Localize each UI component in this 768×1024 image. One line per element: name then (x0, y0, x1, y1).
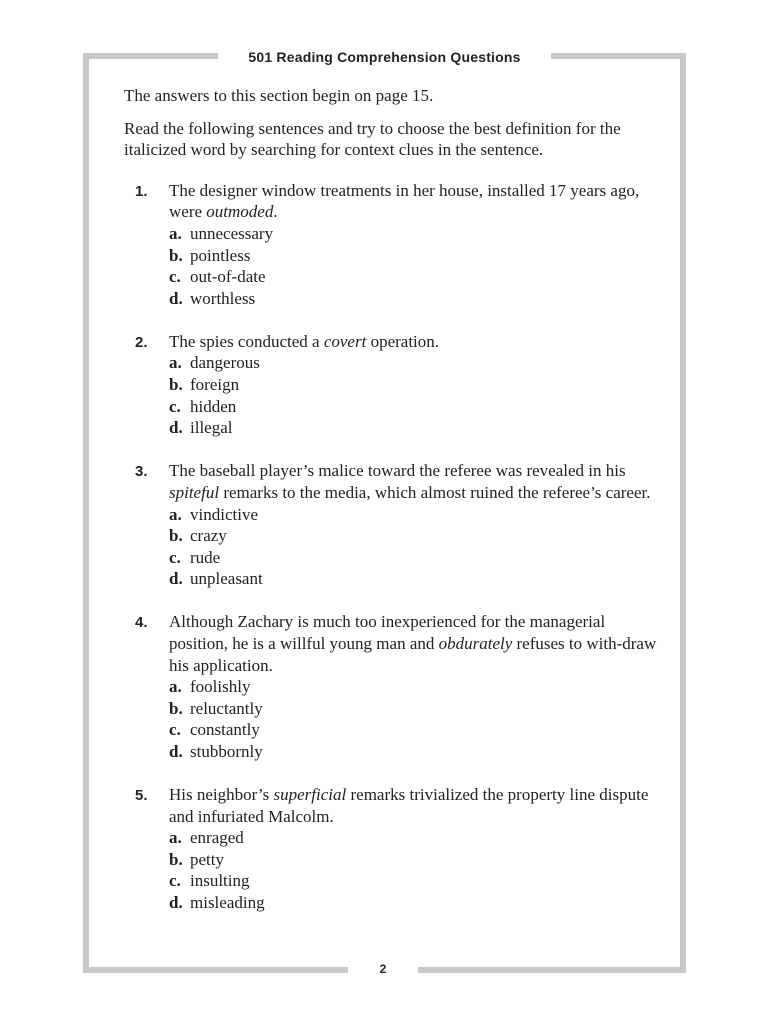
option-text: constantly (190, 720, 260, 740)
option-b[interactable] (169, 245, 664, 267)
option-text: unnecessary (190, 223, 274, 243)
question-number: 2. (135, 333, 148, 351)
option-c[interactable] (169, 547, 664, 569)
question-4 (124, 611, 664, 762)
question-5 (124, 784, 664, 914)
page-header-title: 501 Reading Comprehension Questions (248, 49, 521, 65)
target-word: superficial (273, 785, 347, 805)
option-letter: c. (169, 720, 181, 740)
option-c[interactable] (169, 396, 664, 418)
stem-text: refuses to with-draw his application. (169, 633, 657, 675)
option-letter: a. (169, 223, 182, 243)
option-letter: a. (169, 504, 182, 524)
option-letter: a. (169, 677, 182, 697)
option-letter: a. (169, 353, 182, 373)
answer-options (169, 504, 664, 590)
frame-right (680, 53, 686, 973)
option-text: worthless (190, 288, 256, 308)
target-word: outmoded (206, 202, 274, 222)
answer-options (169, 827, 664, 913)
stem-text: The designer window treatments in her house, installed 17 years ago, were (169, 180, 640, 222)
option-text: reluctantly (190, 698, 263, 718)
option-letter: d. (169, 569, 183, 589)
option-d[interactable] (169, 892, 664, 914)
stem-text: operation. (366, 331, 440, 351)
option-letter: c. (169, 871, 181, 891)
answer-options (169, 676, 664, 762)
option-letter: c. (169, 547, 181, 567)
question-stem (169, 460, 664, 503)
option-letter: d. (169, 893, 183, 912)
option-letter: c. (169, 267, 181, 287)
option-letter: b. (169, 526, 183, 546)
option-b[interactable] (169, 849, 664, 871)
frame-top-left (83, 53, 218, 59)
page-content (124, 85, 664, 935)
option-text: stubbornly (190, 741, 263, 761)
target-word: spiteful (169, 482, 220, 502)
option-text: crazy (190, 526, 227, 546)
option-text: foolishly (190, 677, 251, 697)
option-letter: d. (169, 741, 183, 761)
stem-text: The baseball player’s malice toward the referee was revealed in his (169, 461, 626, 481)
question-1 (124, 180, 664, 310)
question-3 (124, 460, 664, 590)
page-number: 2 (379, 962, 387, 976)
question-2 (124, 331, 664, 439)
question-number: 5. (135, 787, 148, 805)
option-text: enraged (190, 828, 244, 848)
target-word: covert (323, 331, 367, 351)
option-a[interactable] (169, 352, 664, 374)
option-text: rude (190, 547, 221, 567)
option-text: petty (190, 849, 224, 869)
question-number: 4. (135, 614, 148, 632)
option-c[interactable] (169, 719, 664, 741)
question-stem (169, 611, 664, 676)
stem-text: Although Zachary is much too inexperienced for the managerial position, he is a willful young man and (169, 612, 606, 653)
option-letter: d. (169, 288, 183, 308)
option-text: illegal (190, 418, 233, 438)
option-b[interactable] (169, 374, 664, 396)
option-letter: b. (169, 698, 183, 718)
option-text: hidden (190, 396, 237, 416)
question-stem (169, 784, 664, 827)
option-text: foreign (190, 375, 240, 395)
option-d[interactable] (169, 568, 664, 590)
stem-text: . (273, 202, 278, 222)
stem-text: remarks to the media, which almost ruined the referee’s career. (219, 482, 651, 502)
answer-options (169, 352, 664, 438)
option-text: pointless (190, 245, 251, 265)
option-letter: d. (169, 418, 183, 438)
answer-options (169, 223, 664, 309)
option-a[interactable] (169, 504, 664, 526)
option-c[interactable] (169, 266, 664, 288)
stem-text: His neighbor’s (169, 785, 274, 805)
option-text: vindictive (190, 504, 258, 524)
answers-note: The answers to this section begin on page 15. (124, 86, 434, 105)
option-text: out-of-date (190, 267, 266, 287)
frame-bottom-left (83, 967, 348, 973)
option-letter: b. (169, 245, 183, 265)
option-letter: c. (169, 396, 181, 416)
option-d[interactable] (169, 417, 664, 439)
question-stem (169, 180, 664, 223)
option-a[interactable] (169, 676, 664, 698)
option-text: insulting (190, 871, 250, 891)
option-b[interactable] (169, 698, 664, 720)
option-text: unpleasant (190, 569, 263, 589)
frame-top-right (551, 53, 686, 59)
instructions: Read the following sentences and try to choose the best definition for the italicized word by searching for context clues in the sentence. (124, 118, 621, 160)
question-number: 1. (135, 182, 148, 200)
option-a[interactable] (169, 827, 664, 849)
stem-text: remarks trivialized the property line dispute and infuriated Malcolm. (169, 785, 649, 826)
option-d[interactable] (169, 741, 664, 763)
target-word: obdurately (438, 633, 513, 653)
question-stem (169, 331, 664, 353)
option-a[interactable] (169, 223, 664, 245)
option-text: dangerous (190, 353, 260, 373)
option-letter: b. (169, 375, 183, 395)
frame-left (83, 53, 89, 973)
option-text: misleading (190, 893, 265, 912)
option-letter: a. (169, 828, 182, 848)
option-c[interactable] (169, 870, 664, 892)
option-b[interactable] (169, 525, 664, 547)
stem-text: The spies conducted a (169, 331, 324, 351)
option-letter: b. (169, 849, 183, 869)
option-d[interactable] (169, 288, 664, 310)
question-number: 3. (135, 463, 148, 481)
frame-bottom-right (418, 967, 686, 973)
